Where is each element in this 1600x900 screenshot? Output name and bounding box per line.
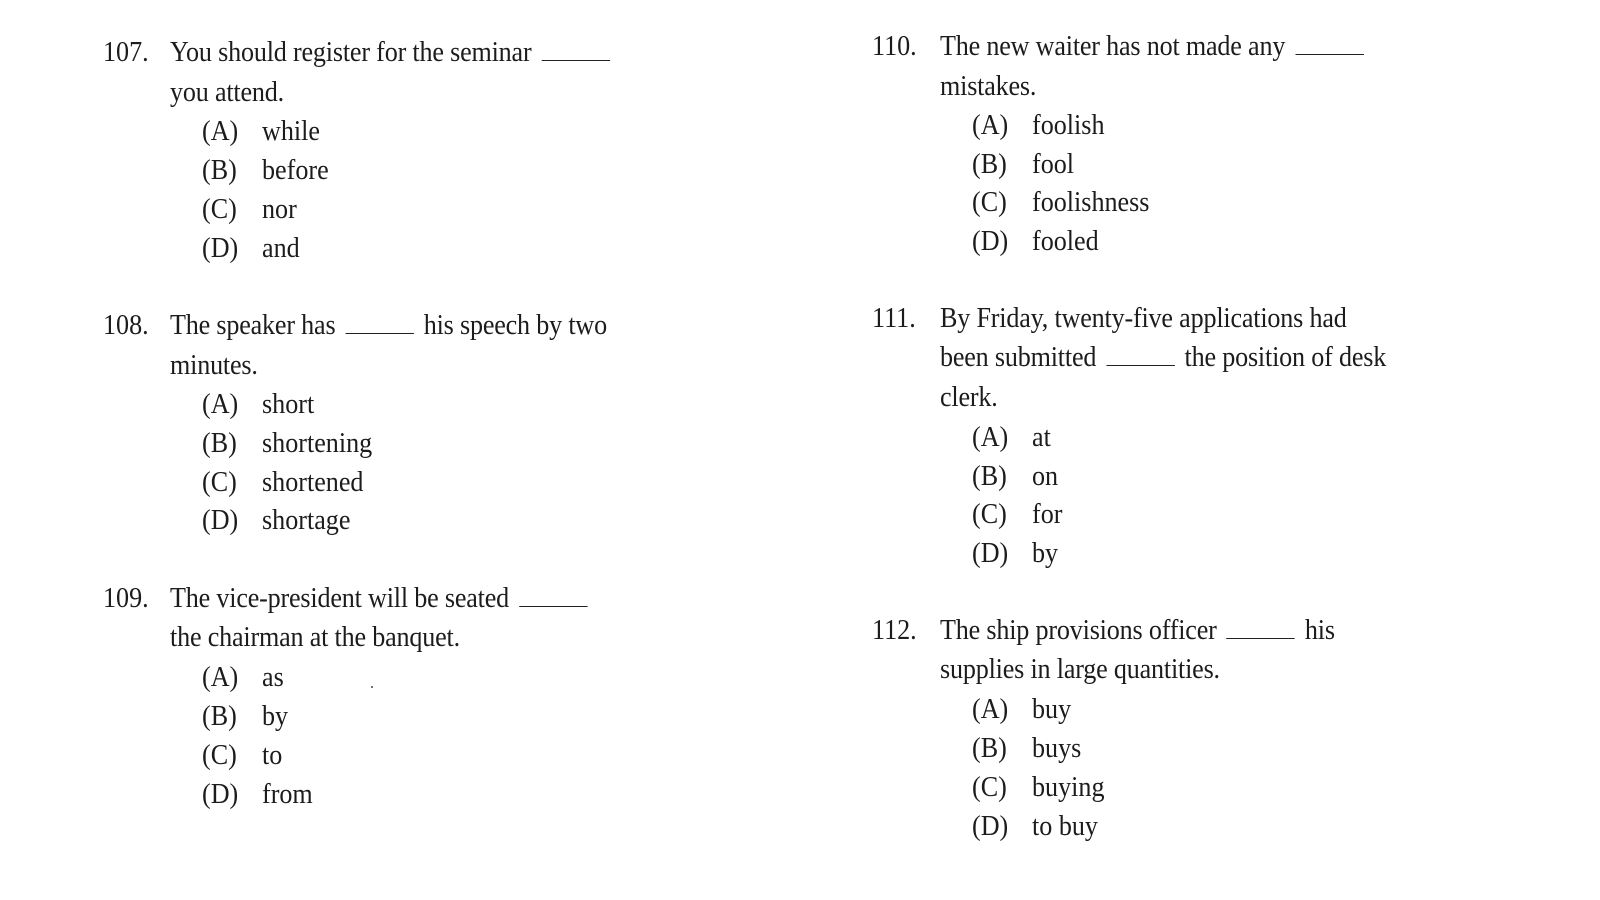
question-number: 108. — [103, 309, 149, 341]
option-letter-b: (B) — [972, 460, 1007, 492]
option-letter-c: (C) — [202, 466, 237, 498]
option-letter-c: (C) — [202, 739, 237, 771]
option-letter-b: (B) — [202, 427, 237, 459]
option-letter-c: (C) — [972, 186, 1007, 218]
option-letter-d: (D) — [972, 225, 1009, 257]
option-letter-a: (A) — [202, 661, 239, 693]
option-text-a[interactable]: foolish — [1032, 109, 1105, 141]
option-letter-d: (D) — [972, 537, 1009, 569]
answer-blank — [1295, 32, 1363, 55]
option-text-d[interactable]: shortage — [262, 504, 351, 536]
question-text: his — [1298, 614, 1335, 646]
option-text-a[interactable]: while — [262, 115, 320, 147]
option-letter-b: (B) — [972, 148, 1007, 180]
question-text-line — [170, 75, 284, 109]
question-text: You should register for the seminar — [170, 36, 538, 68]
question-text: mistakes. — [940, 70, 1037, 102]
question-text-line — [170, 35, 613, 69]
question-text-line — [940, 652, 1220, 686]
option-text-d[interactable]: from — [262, 778, 313, 810]
question-text: clerk. — [940, 381, 998, 413]
question-text: The vice-president will be seated — [170, 582, 516, 614]
option-letter-d: (D) — [202, 504, 239, 536]
question-text-line — [170, 581, 591, 615]
option-text-a[interactable]: short — [262, 388, 315, 420]
question-text: minutes. — [170, 349, 258, 381]
question-text-line — [940, 29, 1367, 63]
question-number: 107. — [103, 36, 149, 68]
option-text-a[interactable]: at — [1032, 421, 1051, 453]
question-text-line — [170, 620, 460, 654]
scan-speck — [371, 686, 373, 688]
option-letter-d: (D) — [202, 232, 239, 264]
option-letter-a: (A) — [972, 109, 1009, 141]
question-text-line — [940, 340, 1386, 374]
question-text: you attend. — [170, 76, 285, 108]
question-number: 109. — [103, 582, 149, 614]
option-letter-d: (D) — [202, 778, 239, 810]
question-text-line — [170, 348, 258, 382]
question-text: The speaker has — [170, 309, 342, 341]
option-text-b[interactable]: on — [1032, 460, 1059, 492]
question-text-line — [940, 380, 998, 414]
option-letter-a: (A) — [202, 115, 239, 147]
question-text-line — [940, 613, 1335, 647]
question-text: By Friday, twenty-five applications had — [940, 302, 1347, 334]
option-letter-c: (C) — [202, 193, 237, 225]
option-letter-c: (C) — [972, 498, 1007, 530]
question-text: his speech by two — [417, 309, 607, 341]
answer-blank — [1227, 616, 1295, 639]
question-text: the chairman at the banquet. — [170, 621, 460, 653]
option-text-d[interactable]: and — [262, 232, 300, 264]
option-text-d[interactable]: fooled — [1032, 225, 1099, 257]
option-text-a[interactable]: buy — [1032, 693, 1072, 725]
question-number: 111. — [872, 302, 916, 334]
question-text: been submitted — [940, 341, 1103, 373]
option-text-c[interactable]: for — [1032, 498, 1063, 530]
option-text-c[interactable]: shortened — [262, 466, 364, 498]
option-text-a[interactable]: as — [262, 661, 284, 693]
option-text-c[interactable]: buying — [1032, 771, 1105, 803]
question-text: the position of desk — [1178, 341, 1387, 373]
question-text-line — [170, 308, 607, 342]
question-text-line — [940, 69, 1036, 103]
option-letter-a: (A) — [972, 693, 1009, 725]
option-text-d[interactable]: by — [1032, 537, 1059, 569]
option-letter-b: (B) — [972, 732, 1007, 764]
option-text-b[interactable]: before — [262, 154, 329, 186]
option-text-b[interactable]: buys — [1032, 732, 1082, 764]
answer-blank — [541, 38, 609, 61]
option-text-c[interactable]: nor — [262, 193, 297, 225]
option-text-b[interactable]: fool — [1032, 148, 1075, 180]
question-text: The new waiter has not made any — [940, 30, 1292, 62]
option-letter-b: (B) — [202, 700, 237, 732]
option-letter-c: (C) — [972, 771, 1007, 803]
option-text-c[interactable]: to — [262, 739, 283, 771]
question-text: The ship provisions officer — [940, 614, 1223, 646]
option-letter-a: (A) — [972, 421, 1009, 453]
option-text-c[interactable]: foolishness — [1032, 186, 1150, 218]
answer-blank — [1106, 343, 1174, 366]
question-text: supplies in large quantities. — [940, 653, 1220, 685]
option-letter-d: (D) — [972, 810, 1009, 842]
option-letter-a: (A) — [202, 388, 239, 420]
answer-blank — [345, 311, 413, 334]
question-number: 110. — [872, 30, 917, 62]
option-text-b[interactable]: by — [262, 700, 289, 732]
answer-blank — [519, 584, 587, 607]
question-number: 112. — [872, 614, 917, 646]
option-text-b[interactable]: shortening — [262, 427, 373, 459]
option-text-d[interactable]: to buy — [1032, 810, 1098, 842]
question-text-line — [940, 301, 1347, 335]
option-letter-b: (B) — [202, 154, 237, 186]
